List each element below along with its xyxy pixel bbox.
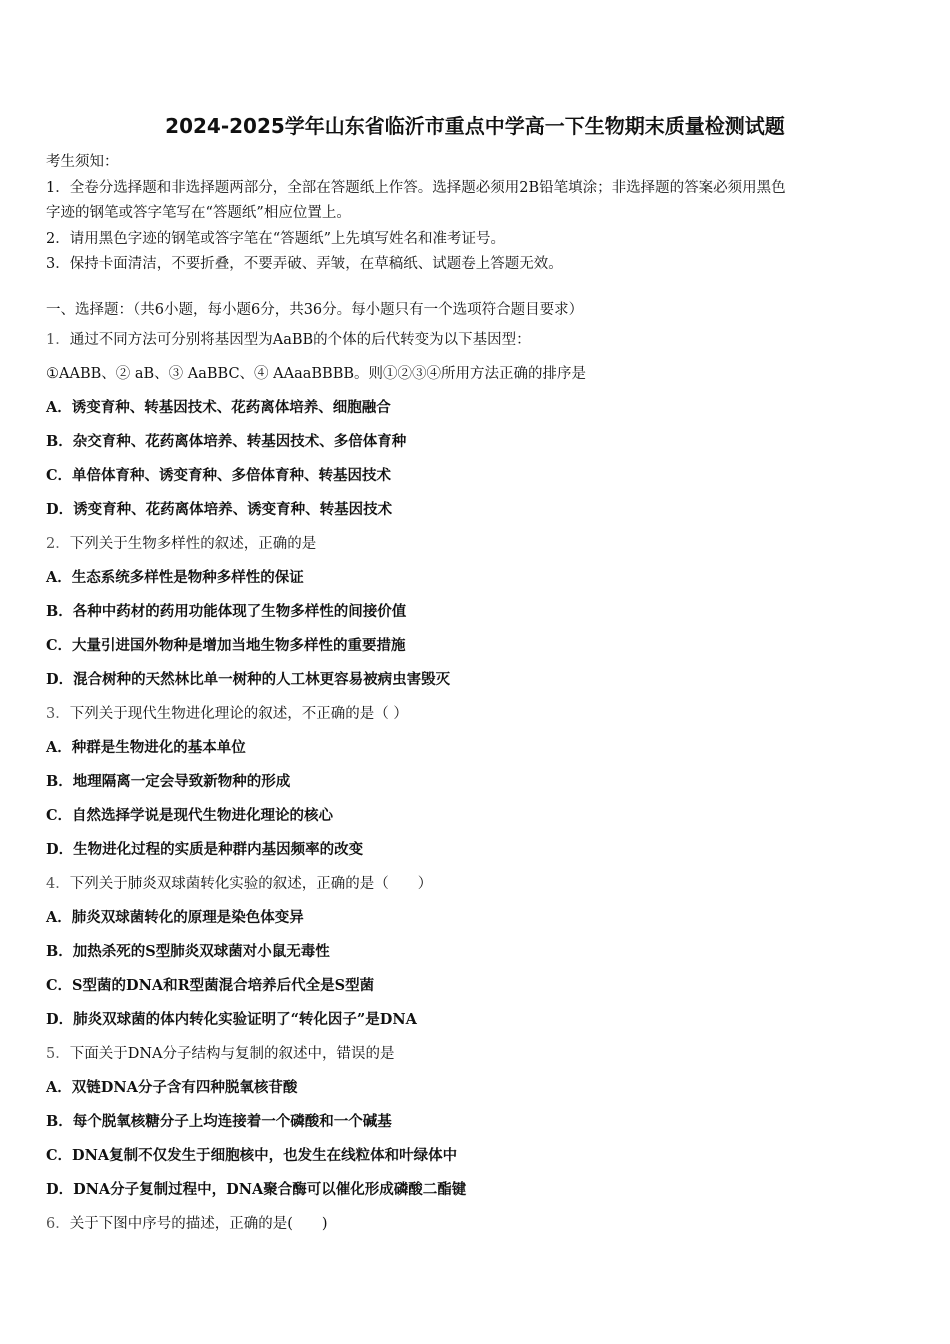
answer-option: B．杂交育种、花药离体培养、转基因技术、多倍体育种: [46, 433, 407, 450]
question-text: 下列关于现代生物进化理论的叙述，不正确的是（ ）: [69, 706, 408, 722]
answer-option: B．各种中药材的药用功能体现了生物多样性的间接价值: [46, 603, 407, 620]
question-stem: [46, 1207, 906, 1241]
answer-option: B．加热杀死的S型肺炎双球菌对小鼠无毒性: [46, 943, 330, 960]
notice-item: 2．请用黑色字迹的钢笔或答字笔在“答题纸”上先填写姓名和准考证号。: [46, 230, 506, 247]
answer-option: C．单倍体育种、诱变育种、多倍体育种、转基因技术: [46, 467, 392, 484]
question-stem: [46, 527, 906, 561]
question-text: 下面关于DNA分子结构与复制的叙述中，错误的是: [69, 1046, 395, 1062]
answer-option: C．S型菌的DNA和R型菌混合培养后代全是S型菌: [46, 977, 375, 994]
answer-option: D．混合树种的天然林比单一树种的人工林更容易被病虫害毁灭: [46, 671, 451, 688]
question-stem: [46, 1037, 906, 1071]
question-number: 4．: [46, 876, 70, 892]
answer-option: C．DNA复制不仅发生于细胞核中，也发生在线粒体和叶绿体中: [46, 1147, 458, 1164]
notice-item: 字迹的钢笔或答字笔写在“答题纸”相应位置上。: [46, 205, 351, 221]
question-number: 2．: [46, 536, 70, 552]
answer-option: D．生物进化过程的实质是种群内基因频率的改变: [46, 841, 364, 858]
answer-option: A．生态系统多样性是物种多样性的保证: [46, 569, 304, 586]
question-stem-continued: [46, 357, 906, 391]
question-text: 关于下图中序号的描述，正确的是( ): [69, 1216, 328, 1232]
question-stem: [46, 323, 906, 357]
question-stem: [46, 867, 906, 901]
answer-option: A．种群是生物进化的基本单位: [46, 739, 246, 756]
question-number: 6．: [46, 1216, 70, 1232]
question-text: 通过不同方法可分别将基因型为AaBB的个体的后代转变为以下基因型：: [69, 332, 531, 348]
answer-option: A．诱变育种、转基因技术、花药离体培养、细胞融合: [46, 399, 391, 416]
answer-option: A．双链DNA分子含有四种脱氧核苷酸: [46, 1079, 298, 1096]
answer-option: B．每个脱氧核糖分子上均连接着一个磷酸和一个碱基: [46, 1113, 392, 1130]
answer-option: C．大量引进国外物种是增加当地生物多样性的重要措施: [46, 637, 406, 654]
question-stem: [46, 697, 906, 731]
answer-option: C．自然选择学说是现代生物进化理论的核心: [46, 807, 334, 824]
answer-option: B．地理隔离一定会导致新物种的形成: [46, 773, 291, 790]
answer-option: A．肺炎双球菌转化的原理是染色体变异: [46, 909, 304, 926]
question-text: ①AABB、② aB、③ AaBBC、④ AAaaBBBB。则①②③④所用方法正确的排序是: [46, 366, 587, 382]
notice-item: 1．全卷分选择题和非选择题两部分，全部在答题纸上作答。选择题必须用2B铅笔填涂；非选择题的答案必须用黑色: [46, 179, 786, 196]
answer-option: D．DNA分子复制过程中，DNA聚合酶可以催化形成磷酸二酯键: [46, 1181, 467, 1198]
notice-item: 3．保持卡面清洁，不要折叠，不要弄破、弄皱，在草稿纸、试题卷上答题无效。: [46, 256, 563, 272]
answer-option: D．诱变育种、花药离体培养、诱变育种、转基因技术: [46, 501, 393, 518]
question-text: 下列关于生物多样性的叙述，正确的是: [69, 536, 317, 552]
question-number: 1．: [46, 332, 70, 348]
page-title: 2024-2025学年山东省临沂市重点中学高一下生物期末质量检测试题: [165, 114, 785, 138]
question-text: 下列关于肺炎双球菌转化实验的叙述，正确的是（ ）: [69, 876, 433, 892]
exam-notice: [46, 150, 906, 278]
question-number: 3．: [46, 706, 70, 722]
question-number: 5．: [46, 1046, 70, 1062]
answer-option: D．肺炎双球菌的体内转化实验证明了“转化因子”是DNA: [46, 1011, 417, 1028]
notice-heading: 考生须知：: [46, 154, 119, 170]
section-heading: 一、选择题：（共6小题，每小题6分，共36分。每小题只有一个选项符合题目要求）: [46, 302, 584, 318]
question-list: [46, 323, 906, 1241]
